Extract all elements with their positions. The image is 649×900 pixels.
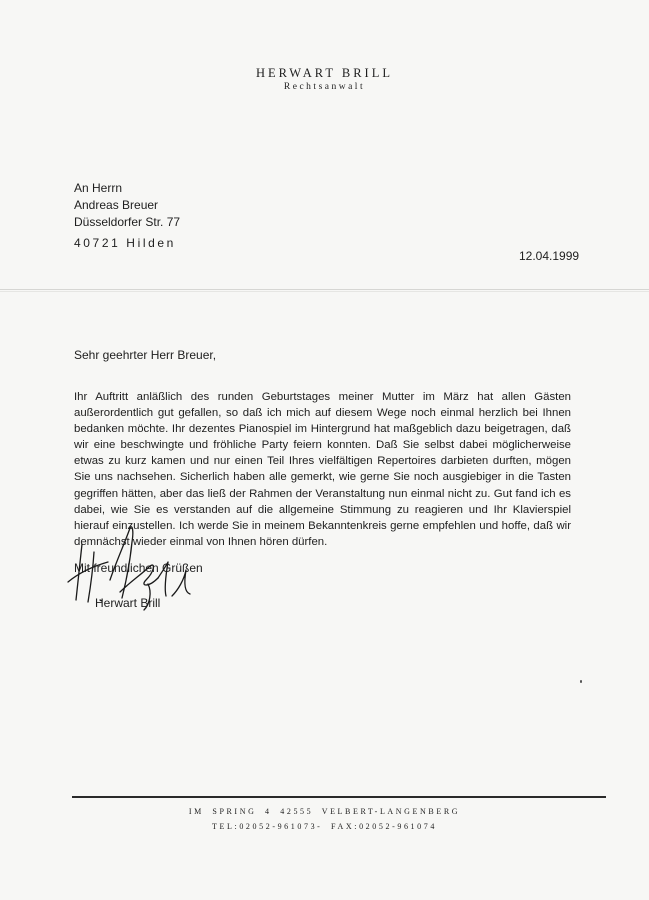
recipient-city: 40721 Hilden: [74, 236, 176, 250]
recipient-line: An Herrn: [74, 181, 123, 195]
letter-body: Ihr Auftritt anläßlich des runden Geburtstages meiner Mutter im März hat allen Gästen außerordentlich gut gefallen, so daß ich mich auf diesem Wege noch einmal herzlich bei Ihnen bedanken möchte. Ihr dezentes Pianospiel im Hintergrund hat maßgeblich dazu beigetragen, daß wir eine beschwingte und fröhliche Party feiern konnten. Daß Sie selbst dabei möglicherweise etwas zu kurz kamen und nur einen Teil Ihres vielfältigen Repertoires darbieten durften, mögen Sie uns nachsehen. Sicherlich haben alle gemerkt, wie gerne Sie noch ausgiebiger in die Tasten gegriffen hätten, aber das ließ der Rahmen der Veranstaltung nun einmal nicht zu. Gut fand ich es dabei, wie Sie es verstanden auf die allgemeine Stimmung zu reagieren und Ihr Klavierspiel hierauf einzustellen. Ich werde Sie in meinem Bekanntenkreis gerne empfehlen und hoffe, daß wir demnächst wieder einmal von Ihnen hören dürfen.: [74, 391, 571, 548]
letterhead-name: HERWART BRILL: [256, 66, 393, 80]
paper-speck: [580, 680, 582, 683]
fold-line: [0, 289, 649, 290]
footer-rule: [72, 796, 606, 798]
recipient-name: Andreas Breuer: [74, 198, 159, 212]
salutation: Sehr geehrter Herr Breuer,: [74, 348, 217, 362]
letter-date: 12.04.1999: [519, 249, 580, 263]
recipient-address: [74, 180, 180, 231]
footer-address: IM SPRING 4 42555 VELBERT-LANGENBERG: [188, 807, 461, 816]
recipient-street: Düsseldorfer Str. 77: [74, 215, 181, 229]
handwritten-signature: [60, 522, 200, 617]
sender-name: Herwart Brill: [95, 596, 161, 610]
fold-line-shadow: [0, 291, 649, 292]
letterhead-title: Rechtsanwalt: [283, 82, 366, 92]
footer-contact: TEL:02052-961073- FAX:02052-961074: [212, 822, 437, 831]
closing: Mit freundlichen Grüßen: [74, 561, 203, 575]
